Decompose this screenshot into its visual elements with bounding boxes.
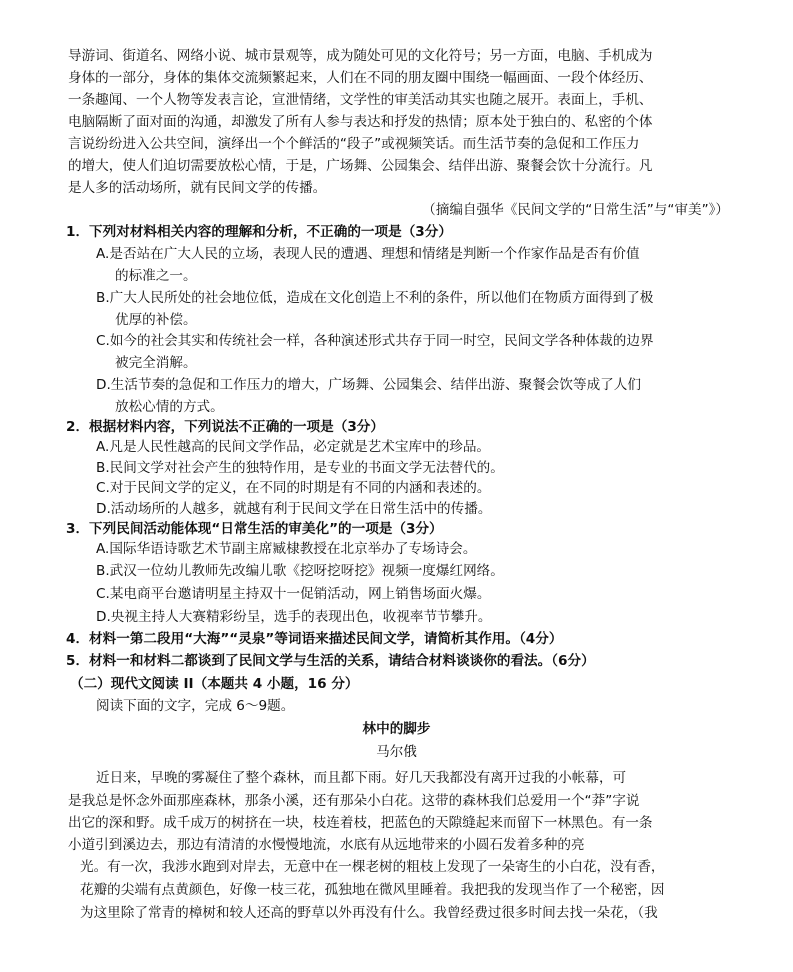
article-line: 小道引到溪边去，那边有清清的水慢慢地流，水底有从远地带来的小圆石发着多种的亮 (68, 837, 585, 853)
paragraph-line: 一条趣闻、一个人物等发表言论，宣泄情绪，文学性的审美活动其实也随之展开。表面上，手机、 (68, 92, 653, 108)
article-line: 花瓣的尖端有点黄颜色，好像一枝三花，孤独地在微风里睡着。我把我的发现当作了一个秘密，因 (80, 882, 665, 898)
q3-option-a: A.国际华语诗歌艺术节副主席臧棣教授在北京举办了专场诗会。 (96, 541, 477, 557)
q2-option-a: A.凡是人民性越高的民间文学作品，必定就是艺术宝库中的珍品。 (96, 439, 491, 455)
q1-option-d: D.生活节奏的急促和工作压力的增大，广场舞、公园集会、结伴出游、聚餐会饮等成了人们 (96, 377, 641, 393)
paragraph-line: 是人多的活动场所，就有民间文学的传播。 (68, 180, 327, 196)
q2-option-d: D.活动场所的人越多，就越有利于民间文学在日常生活中的传播。 (96, 501, 492, 517)
article-author: 马尔俄 (376, 744, 417, 760)
question-1-stem: 1．下列对材料相关内容的理解和分析，不正确的一项是（3分） (66, 224, 452, 240)
q3-option-d: D.央视主持人大赛精彩纷呈，选手的表现出色，收视率节节攀升。 (96, 609, 492, 625)
question-5: 5．材料一和材料二都谈到了民间文学与生活的关系，请结合材料谈谈你的看法。（6分） (66, 653, 595, 669)
reading-instruction: 阅读下面的文字，完成 6～9题。 (96, 698, 295, 714)
q1-option-b: B.广大人民所处的社会地位低，造成在文化创造上不利的条件，所以他们在物质方面得到了极 (96, 290, 654, 306)
paragraph-line: 电脑隔断了面对面的沟通，却激发了所有人参与表达和抒发的热情；原本处于独白的、私密的个体 (68, 114, 653, 130)
paragraph-line: 身体的一部分，身体的集体交流频繁起来，人们在不同的朋友圈中围绕一幅画面、一段个体经历、 (68, 70, 653, 86)
paragraph-line: 导游词、街道名、网络小说、城市景观等，成为随处可见的文化符号；另一方面，电脑、手机成为 (68, 48, 653, 64)
article-line: 光。有一次，我涉水跑到对岸去，无意中在一棵老树的粗枝上发现了一朵寄生的小白花，没有香， (80, 859, 665, 875)
q3-option-b: B.武汉一位幼儿教师先改编儿歌《挖呀挖呀挖》视频一度爆红网络。 (96, 563, 504, 579)
article-title: 林中的脚步 (362, 721, 431, 737)
source-note: （摘编自强华《民间文学的“日常生活”与“审美”》） (422, 202, 729, 218)
q1-option-c-cont: 被完全消解。 (115, 355, 197, 371)
paragraph-line: 的增大，使人们迫切需要放松心情，于是，广场舞、公园集会、结伴出游、聚餐会饮十分流行。凡 (68, 158, 653, 174)
article-line: 近日来，早晚的雾凝住了整个森林，而且都下雨。好几天我都没有离开过我的小帐幕，可 (96, 770, 627, 786)
q2-option-b: B.民间文学对社会产生的独特作用，是专业的书面文学无法替代的。 (96, 460, 504, 476)
q1-option-a: A.是否站在广大人民的立场，表现人民的遭遇、理想和情绪是判断一个作家作品是否有价值 (96, 246, 640, 262)
q2-option-c: C.对于民间文学的定义，在不同的时期是有不同的内涵和表述的。 (96, 480, 491, 496)
question-4: 4．材料一第二段用“大海”“灵泉”等词语来描述民间文学，请简析其作用。（4分） (66, 631, 563, 647)
q1-option-b-cont: 优厚的补偿。 (115, 312, 197, 328)
q1-option-c: C.如今的社会其实和传统社会一样，各种演述形式共存于同一时空，民间文学各种体裁的边界 (96, 333, 654, 349)
q1-option-a-cont: 的标准之一。 (115, 268, 197, 284)
section-heading: （二）现代文阅读 II（本题共 4 小题，16 分） (70, 676, 359, 692)
article-line: 出它的深和野。成千成万的树挤在一块，枝连着枝，把蓝色的天隙缝起来而留下一林黑色。有一条 (68, 815, 653, 831)
q1-option-d-cont: 放松心情的方式。 (115, 399, 224, 415)
article-line: 是我总是怀念外面那座森林，那条小溪，还有那朵小白花。这带的森林我们总爱用一个“莽”字说 (68, 793, 640, 809)
question-3-stem: 3．下列民间活动能体现“日常生活的审美化”的一项是（3分） (66, 521, 443, 537)
q3-option-c: C.某电商平台邀请明星主持双十一促销活动，网上销售场面火爆。 (96, 586, 491, 602)
paragraph-line: 言说纷纷进入公共空间，演绎出一个个鲜活的“段子”或视频笑话。而生活节奏的急促和工作压力 (68, 136, 640, 152)
question-2-stem: 2．根据材料内容，下列说法不正确的一项是（3分） (66, 419, 384, 435)
article-line: 为这里除了常青的樟树和较人还高的野草以外再没有什么。我曾经费过很多时间去找一朵花，（我 (80, 905, 658, 921)
